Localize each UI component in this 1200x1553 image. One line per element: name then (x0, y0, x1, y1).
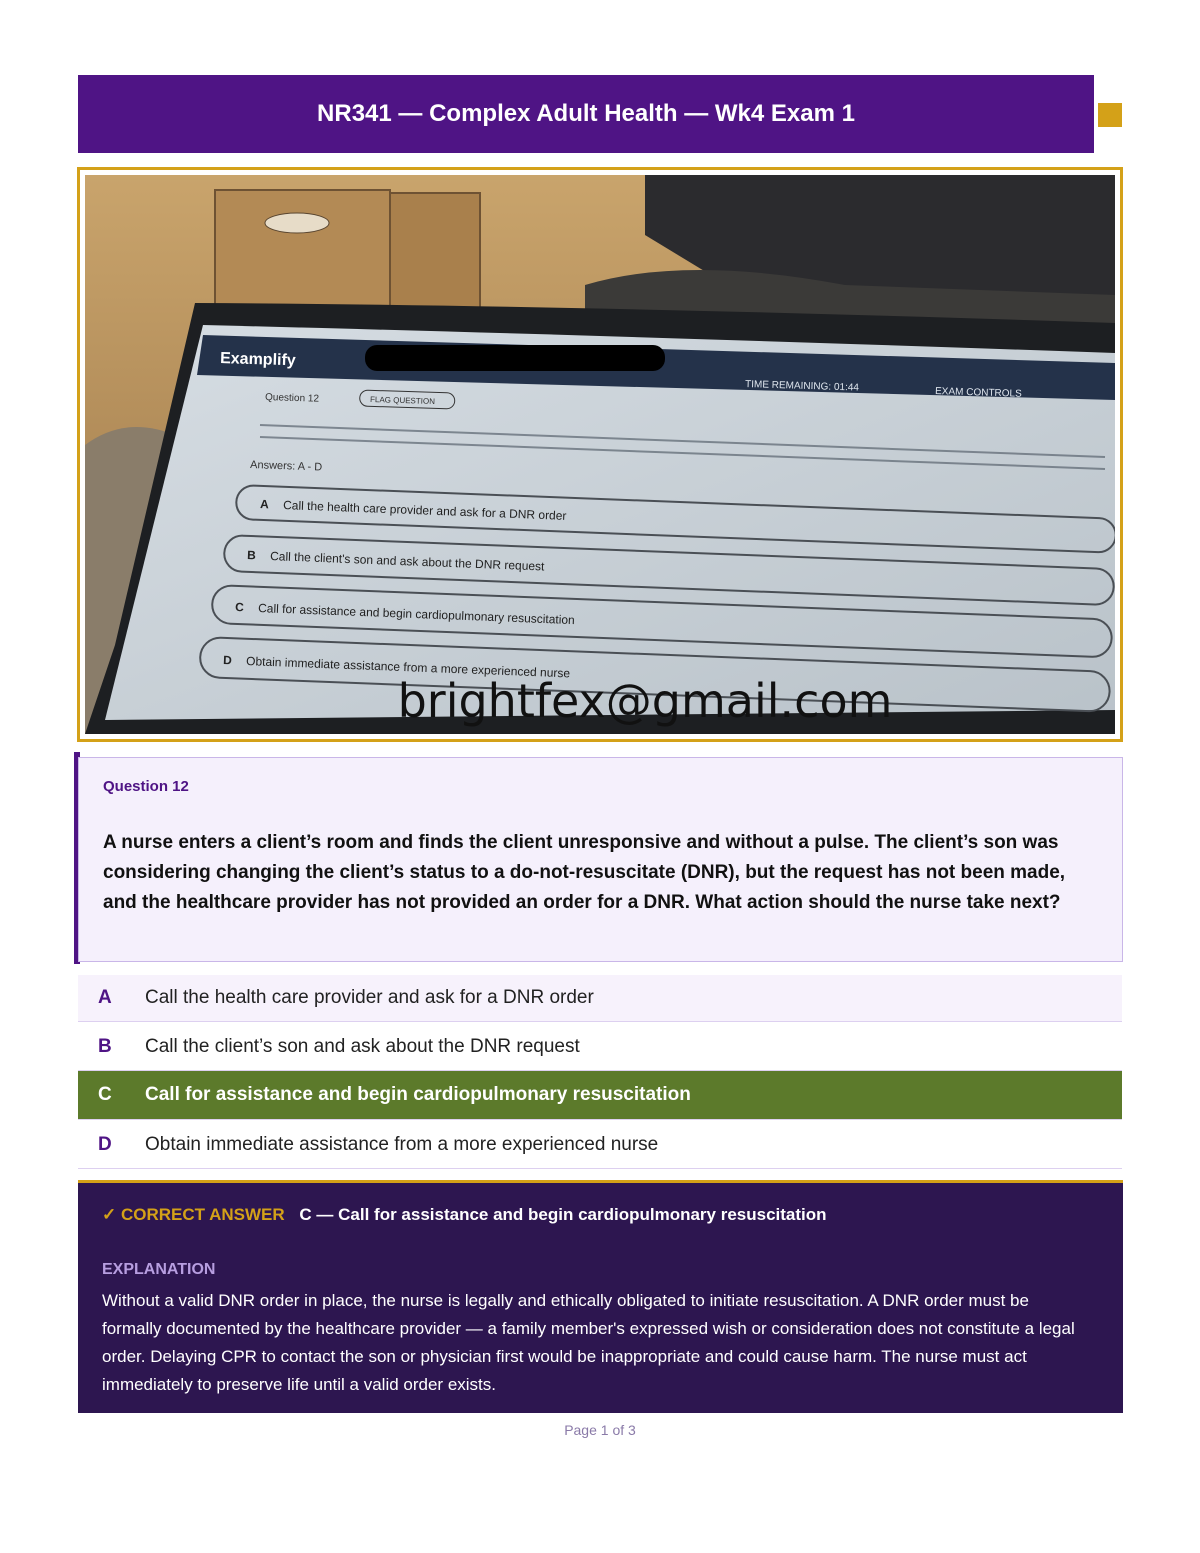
option-b[interactable] (78, 1024, 1122, 1071)
question-card (78, 757, 1123, 962)
option-d[interactable] (78, 1122, 1122, 1169)
svg-text:Call the client's son and ask: Call the client's son and ask about the DNR request (269, 549, 545, 574)
explanation-label: EXPLANATION (102, 1261, 216, 1278)
page-title: NR341 — Complex Adult Health — Wk4 Exam 1 (317, 100, 855, 127)
option-text: Call the health care provider and ask for a DNR order (145, 987, 594, 1008)
exam-photo-frame (77, 167, 1123, 742)
cardboard-box-left (215, 190, 390, 310)
svg-text:C: C (234, 600, 245, 615)
svg-text:Call for assistance and begin: Call for assistance and begin cardiopulmonary resuscitation (257, 601, 576, 628)
screen-question-label: Question 12 (264, 392, 320, 405)
correct-answer-line (102, 1205, 827, 1225)
svg-text:B: B (246, 548, 257, 563)
correct-answer-value: C — Call for assistance and begin cardiopulmonary resuscitation (299, 1205, 827, 1224)
email-watermark: brightfex@gmail.com (397, 674, 893, 728)
cardboard-box-right (390, 193, 480, 310)
svg-text:Call the health care provider: Call the health care provider and ask for a DNR order (282, 498, 567, 523)
option-c-correct[interactable] (78, 1071, 1122, 1120)
redaction-mark (365, 345, 665, 371)
screen-app-name: Examplify (219, 350, 296, 370)
question-text: A nurse enters a client’s room and finds the client unresponsive and without a pulse. The client’s son was considering changing the client’s status to a do-not-resuscitate (DNR), but the request has not been made, and the healthcare provider has not provided an order for a DNR. What action should the nurse take next? (103, 832, 1066, 913)
exam-photo-illustration (85, 175, 1115, 734)
option-text: Call for assistance and begin cardiopulmonary resuscitation (145, 1084, 691, 1105)
option-letter: D (98, 1134, 112, 1155)
screen-exam-controls: EXAM CONTROLS (934, 386, 1022, 400)
screen-answers-label: Answers: A - D (249, 459, 323, 474)
exam-photo (85, 175, 1115, 734)
svg-text:D: D (222, 653, 233, 668)
correct-answer-tag: ✓ CORRECT ANSWER (102, 1205, 285, 1224)
option-text: Call the client’s son and ask about the DNR request (145, 1036, 580, 1057)
option-text: Obtain immediate assistance from a more experienced nurse (145, 1134, 659, 1155)
screen-timer: TIME REMAINING: 01:44 (744, 379, 860, 394)
option-letter: B (98, 1036, 112, 1057)
answer-box (78, 1180, 1123, 1413)
question-number: Question 12 (103, 778, 189, 795)
screen-flag-label: FLAG QUESTION (369, 395, 436, 407)
option-a[interactable] (78, 975, 1122, 1022)
page-number: Page 1 of 3 (564, 1422, 636, 1438)
option-letter: C (98, 1084, 112, 1105)
option-letter: A (98, 987, 112, 1008)
explanation-text: Without a valid DNR order in place, the nurse is legally and ethically obligated to initiate resuscitation. A DNR order must be formally documented by the healthcare provider — a family member's expressed wish or consideration does not constitute a legal order. Delaying CPR to contact the son or physician first would be inappropriate and could cause harm. The nurse must act immediately to preserve life until a valid order exists. (102, 1291, 1075, 1394)
svg-text:A: A (259, 497, 270, 512)
page-header (78, 75, 1094, 153)
header-accent-block (1098, 103, 1122, 127)
svg-text:Obtain immediate assistance fr: Obtain immediate assistance from a more experienced nurse (245, 654, 571, 681)
